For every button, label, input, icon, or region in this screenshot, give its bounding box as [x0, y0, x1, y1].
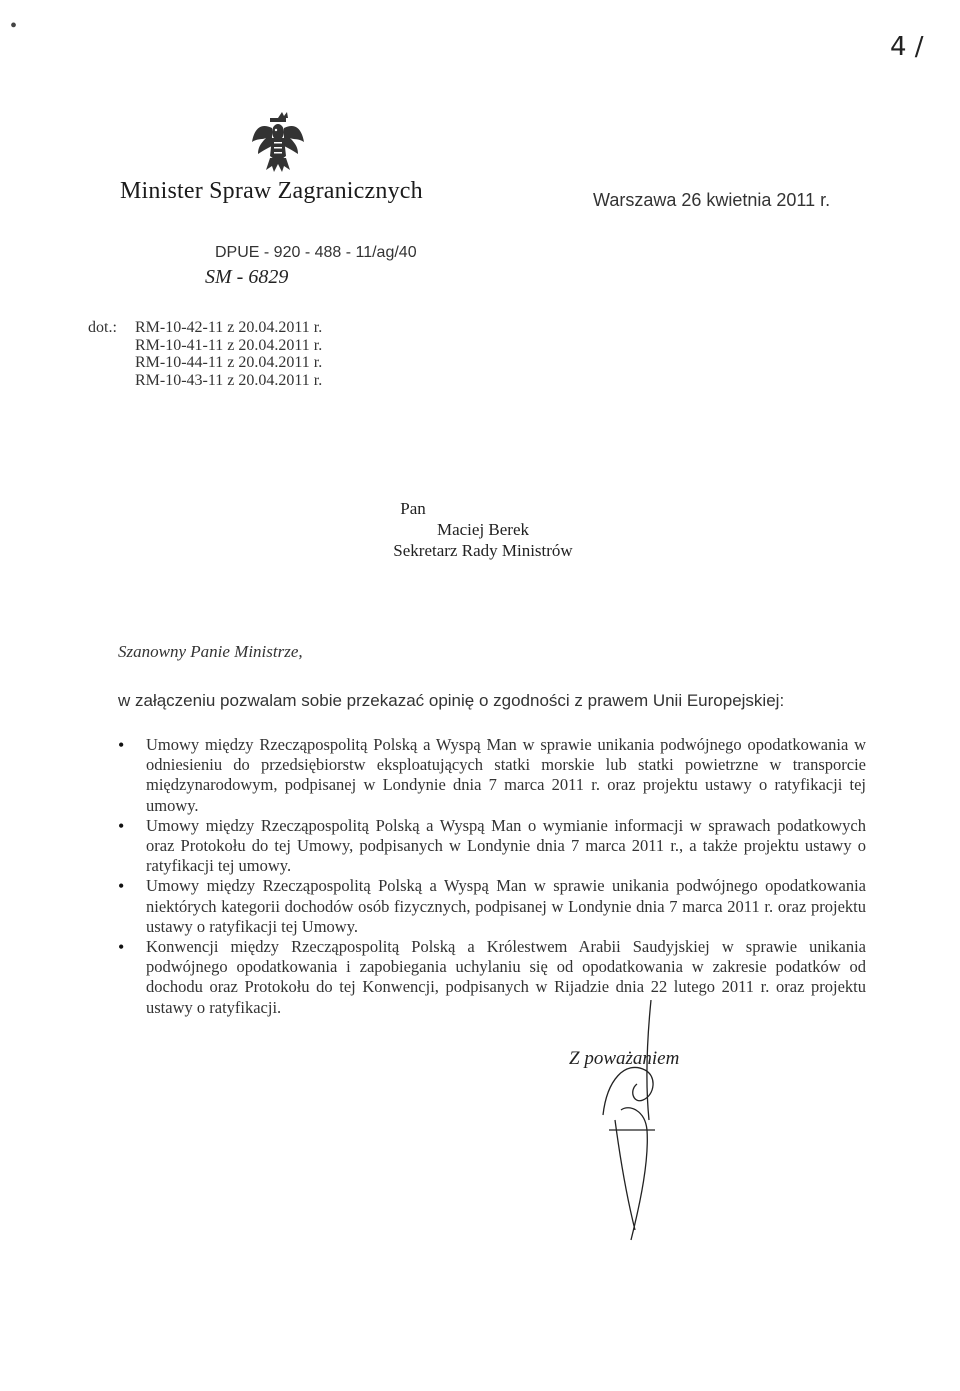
list-item: • Umowy między Rzecząpospolitą Polską a Wyspą Man w sprawie unikania podwójnego opodatkowania niektórych kategorii dochodów osób fizycznych, podpisanej w Londynie dnia 7 marca 2011 r. oraz projektu ustawy o ratyfikacji tej Umowy. — [118, 876, 866, 937]
addressee-block — [0, 498, 960, 561]
regarding-item: RM-10-44-11 z 20.04.2011 r. — [135, 354, 323, 371]
page-number: 4 / — [890, 32, 924, 62]
place-date: Warszawa 26 kwietnia 2011 r. — [593, 190, 831, 210]
regarding-item: RM-10-41-11 z 20.04.2011 r. — [135, 336, 323, 354]
enclosure-list — [118, 735, 866, 1018]
list-item: • Umowy między Rzecząpospolitą Polską a Wyspą Man w sprawie unikania podwójnego opodatkowania w odniesieniu do przedsiębiorstw eksploatujących statki morskie lub statki powietrzne w transporcie międzynarodowym, podpisanej w Londynie dnia 7 marca 2011 r. oraz projektu ustawy o ratyfikacji tej umowy. — [118, 735, 866, 816]
regarding-label: dot.: — [88, 319, 117, 336]
intro-text: w załączeniu pozwalam sobie przekazać opinię o zgodności z prawem Unii Europejskiej: — [118, 691, 785, 710]
issuer-title: Minister Spraw Zagranicznych — [120, 178, 423, 204]
handwritten-signature — [585, 1000, 680, 1250]
regarding-item: RM-10-42-11 z 20.04.2011 r. — [135, 319, 323, 336]
salutation: Szanowny Panie Ministrze, — [118, 642, 303, 661]
addressee-position: Sekretarz Rady Ministrów — [393, 541, 573, 560]
closing-phrase: Z poważaniem — [569, 1048, 680, 1069]
addressee-name: Maciej Berek — [436, 520, 530, 539]
regarding-item: RM-10-43-11 z 20.04.2011 r. — [135, 371, 323, 389]
list-item: • Umowy między Rzecząpospolitą Polską a Wyspą Man o wymianie informacji w sprawach podatkowych oraz Protokołu do tej Umowy, podpisanych w Londynie dnia 7 marca 2011 r., a także projektu ustawy o ratyfikacji tej umowy. — [118, 816, 866, 877]
corner-mark: • — [10, 15, 18, 37]
regarding-list — [135, 319, 355, 389]
list-item: • Konwencji między Rzecząpospolitą Polską a Królestwem Arabii Saudyjskiej w sprawie unikania podwójnego opodatkowania i zapobiegania uchylaniu się od opodatkowania w zakresie podatków od dochodu oraz Protokołu do tej Konwencji, podpisanych w Rijadzie dnia 22 lutego 2011 r. oraz projektu ustawy o ratyfikacji. — [118, 937, 866, 1018]
polish-eagle-emblem-icon — [250, 108, 306, 176]
reference-number: DPUE - 920 - 488 - 11/ag/40 — [215, 244, 417, 261]
reference-handnote: SM - 6829 — [205, 266, 289, 288]
addressee-salutation-word: Pan — [400, 499, 426, 518]
